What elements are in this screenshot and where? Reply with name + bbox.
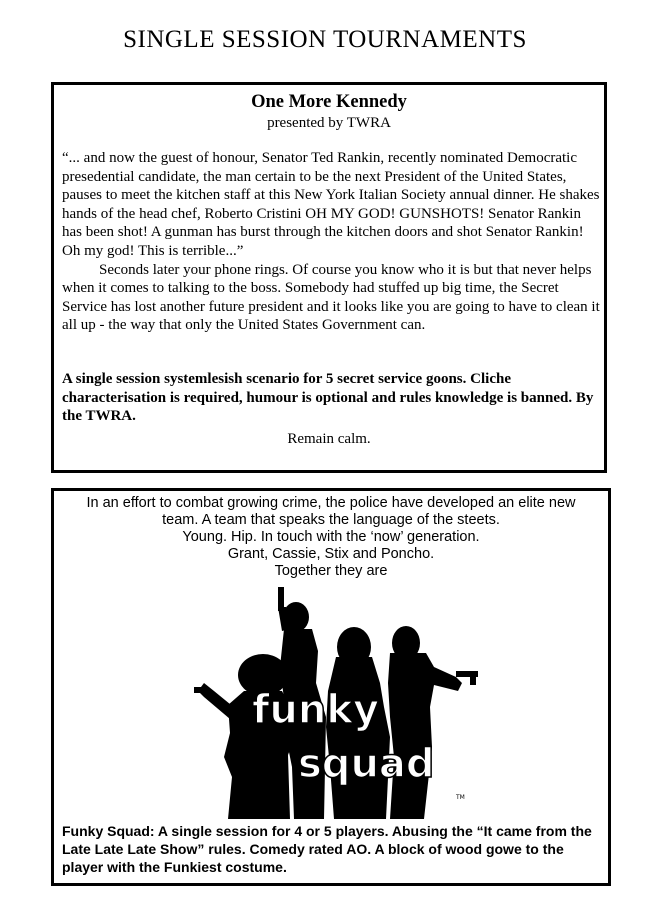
one-more-kennedy-box — [51, 82, 607, 473]
funky-squad-intro — [54, 495, 608, 580]
body-paragraph: “... and now the guest of honour, Senator Ted Rankin, recently nominated Democratic presedential candidate, the man certain to be the next President of the United States, pauses to meet the kitchen staff at this New York Italian Society annual dinner. He shakes hands of the head chef, Roberto Cristini OH MY GOD! GUNSHOTS! Senator Rankin has been shot! A gunman has burst through the kitchen doors and shot Senator Rankin! Oh my god! This is terrible...” — [62, 150, 600, 259]
logo-trademark: TM — [456, 794, 465, 801]
scenario-title: One More Kennedy — [251, 92, 407, 112]
funky-squad-description: Funky Squad: A single session for 4 or 5 players. Abusing the “It came from the Late Late Late Show” rules. Comedy rated AO. A block of wood gowe to the player with the Funkiest costume. — [62, 823, 592, 875]
page-title: SINGLE SESSION TOURNAMENTS — [123, 26, 527, 53]
intro-line: Young. Hip. In touch with the ‘now’ generation. — [182, 529, 480, 545]
funky-squad-logo — [194, 587, 484, 819]
intro-line: Together they are — [274, 563, 388, 579]
scenario-closing: Remain calm. — [287, 431, 371, 447]
intro-line: team. A team that speaks the language of the steets. — [162, 512, 500, 528]
scenario-body — [62, 149, 602, 335]
funky-squad-box — [51, 488, 611, 886]
scenario-description: A single session systemlesish scenario for 5 secret service goons. Cliche characterisation is required, humour is optional and rules knowledge is banned. By the TWRA. — [62, 371, 594, 425]
scenario-presenter: presented by TWRA — [267, 115, 391, 131]
logo-word-funky: funky — [252, 687, 380, 733]
logo-word-squad: squad — [298, 741, 435, 787]
funky-squad-silhouette — [194, 587, 484, 819]
intro-line: Grant, Cassie, Stix and Poncho. — [227, 546, 435, 562]
intro-line: In an effort to combat growing crime, the police have developed an elite new — [86, 495, 576, 511]
body-paragraph: Seconds later your phone rings. Of course you know who it is but that never helps when it comes to talking to the boss. Somebody had stuffed up big time, the Secret Service has lost another future president and it looks like you are going to have to clean it all up - the way that only the United States Government can. — [62, 261, 600, 334]
